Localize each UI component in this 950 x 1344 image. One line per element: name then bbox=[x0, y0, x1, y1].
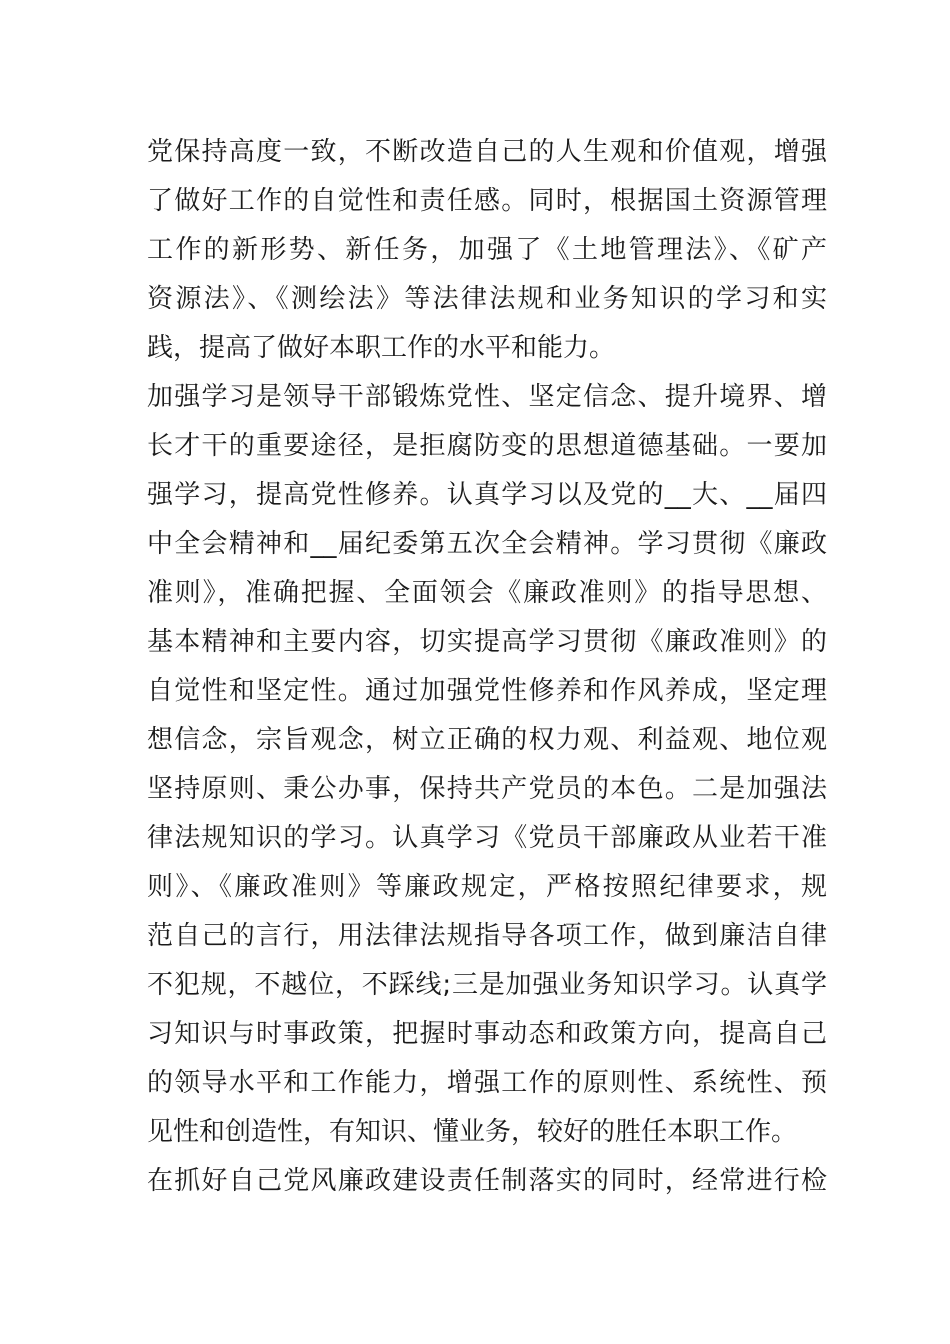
text-line: 长才干的重要途径，是拒腐防变的思想道德基础。一要加 bbox=[147, 431, 827, 461]
text-line: 工作的新形势、新任务，加强了《土地管理法》、《矿产 bbox=[147, 235, 827, 265]
text-line: 党保持高度一致，不断改造自己的人生观和价值观，增强 bbox=[147, 137, 827, 167]
text-line: 习知识与时事政策，把握时事动态和政策方向，提高自己 bbox=[147, 1019, 827, 1049]
text-line: 了做好工作的自觉性和责任感。同时，根据国土资源管理 bbox=[147, 186, 827, 216]
text-line: 中全会精神和__届纪委第五次全会精神。学习贯彻《廉政 bbox=[147, 529, 827, 559]
text-line: 加强学习是领导干部锻炼党性、坚定信念、提升境界、增 bbox=[147, 382, 827, 412]
text-line: 想信念，宗旨观念，树立正确的权力观、利益观、地位观 bbox=[147, 725, 827, 755]
text-line: 见性和创造性，有知识、懂业务，较好的胜任本职工作。 bbox=[147, 1117, 798, 1147]
text-line: 不犯规，不越位，不踩线;三是加强业务知识学习。认真学 bbox=[147, 970, 827, 1000]
text-line: 范自己的言行，用法律法规指导各项工作，做到廉洁自律 bbox=[147, 921, 827, 951]
text-line: 则》、《廉政准则》等廉政规定，严格按照纪律要求，规 bbox=[147, 872, 827, 902]
text-line: 准则》，准确把握、全面领会《廉政准则》的指导思想、 bbox=[147, 578, 827, 608]
text-line: 律法规知识的学习。认真学习《党员干部廉政从业若干准 bbox=[147, 823, 827, 853]
text-line: 践，提高了做好本职工作的水平和能力。 bbox=[147, 333, 616, 363]
text-line: 强学习，提高党性修养。认真学习以及党的__大、__届四 bbox=[147, 480, 827, 510]
text-line: 自觉性和坚定性。通过加强党性修养和作风养成，坚定理 bbox=[147, 676, 827, 706]
paragraph-2 bbox=[147, 373, 827, 1157]
text-line: 在抓好自己党风廉政建设责任制落实的同时，经常进行检 bbox=[147, 1166, 827, 1196]
document-body bbox=[147, 128, 827, 1206]
text-line: 的领导水平和工作能力，增强工作的原则性、系统性、预 bbox=[147, 1068, 827, 1098]
text-line: 资源法》、《测绘法》等法律法规和业务知识的学习和实 bbox=[147, 284, 827, 314]
paragraph-3 bbox=[147, 1157, 827, 1206]
text-line: 坚持原则、秉公办事，保持共产党员的本色。二是加强法 bbox=[147, 774, 827, 804]
text-line: 基本精神和主要内容，切实提高学习贯彻《廉政准则》的 bbox=[147, 627, 827, 657]
paragraph-1 bbox=[147, 128, 827, 373]
